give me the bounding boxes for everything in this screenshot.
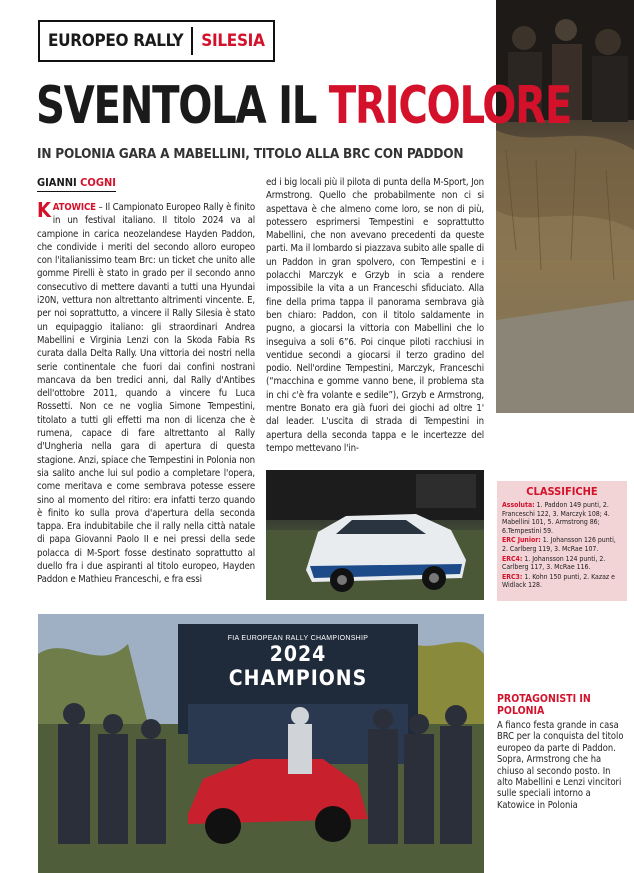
standings-row-text: 1. Johansson 126 punti, 2. Carlberg 119, 3. McRae 107. [502, 536, 616, 553]
byline [37, 176, 116, 192]
column-1-text: – Il Campionato Europeo Rally è finito in un festival italiano. Il titolo 2024 va al campione in carica neozelandese Hayden Paddon, che condivide i meriti del secondo alloro europeo con l'italianissimo team Brc: un ticket che unito alle gomme Pirelli è stato in grado per il secondo anno consecutivo di mettere davanti a tutti una Hyundai i20N, vettura non altrettanto altrimenti vincente. E, per noi soprattutto, a vincere il Rally Silesia è stato un equipaggio italiano: gli straordinari Andrea Mabellini e Virginia Lenzi con la Skoda Fabia Rs curata dalla Delta Rally. Una vittoria dei nostri nella serie continentale che fuori dai confini nostrani mancava da ben tredici anni, dal Rally d'Antibes dell'ottobre 2011, quando a vincere fu Luca Rossetti. Non ce ne voglia Simone Tempestini, titolato a tutti gli effetti ma non di licenza che è rumena, capace di fare altrettanto al Rally d'Ungheria nella gara di apertura di questa stagione. Anzi, spiace che Tempestini in Polonia non sia salito anche lui sul podio a completare l'opera, come meritava e come sembrava potesse essere sino al momento del ritiro: era infatti terzo quando è finito ko sulla prova d'apertura della seconda tappa. Era indubitabile che il rally nella città natale di papa Giovanni Paolo II e nei pressi della sede polacca di M-Sport fosse destinato soprattutto al duello fra i due aspiranti al titolo europeo, Hayden Paddon e Mathieu Franceschi, e fra essi [37, 202, 255, 586]
standings-row-text: 1. Johansson 124 punti, 2. Carlberg 117, 3. McRae 116. [502, 554, 606, 572]
author-last: COGNI [80, 176, 116, 189]
author-first: GIANNI [37, 176, 81, 189]
standings-row-label: Assoluta: [502, 501, 535, 509]
photo-armstrong-car [266, 470, 484, 600]
headline [36, 78, 571, 134]
dropcap: K [37, 198, 51, 222]
article-column-2: ed i big locali più il pilota di punta della M-Sport, Jon Armstrong. Quello che probabilmente non ci si aspettava è che almeno come loro, se non di più, potessero esprimersi Tempestini e soprattutto Mabellini, che non avevano precedenti da queste parti. Ma il lombardo si piazzava subito alle spalle di un Paddon in gran spolvero, con Tempestini e i polacchi Marczyk e Grzyb in scia a rendere impossibile la vita a un Franceschi sfiduciato. Alla fine della prima tappa il panorama sembrava già ben chiaro: Paddon, con il titolo saldamente in pugno, a giocarsi la vittoria con Mabellini che lo inseguiva a soli 6”6. Poi cinque piloti racchiusi in ventidue secondi a giocarsi il terzo gradino del podio. Nell'ordine Tempestini, Marczyk, Franceschi (“macchina e gomme vanno bene, il problema sta in chi c'è fra volante e sedile”), Grzyb e Armstrong, mentre Bonato era già fuori dei giochi ad oltre 1' dal leader. L'uscita di strada di Tempestini in apertura della seconda tappa e le incertezze del tempo mettevano l'in- [266, 177, 484, 454]
caption-text: A fianco festa grande in casa BRC per la conquista del titolo europeo da parte di Paddon. Sopra, Armstrong che ha chiuso al secondo posto. In alto Mabellini e Lenzi vincitori sulle speciali intorno a Katowice in Polonia [497, 720, 624, 811]
standings-row [502, 501, 622, 535]
standings-box [497, 481, 627, 601]
standings-row [502, 536, 622, 553]
banner-small-text: FIA EUROPEAN RALLY CHAMPIONSHIP [227, 635, 369, 642]
standings-title: CLASSIFICHE [526, 485, 598, 498]
photo-champions-podium [38, 614, 484, 873]
champions-banner [198, 632, 398, 690]
standings-row-text: 1. Kohn 150 punti, 2. Kazaz e Widlack 128. [502, 572, 615, 590]
standings-row-label: ERC4: [502, 554, 523, 563]
subheadline: IN POLONIA GARA A MABELLINI, TITOLO ALLA BRC CON PADDON [37, 146, 464, 162]
lead-word: ATOWICE [52, 202, 96, 213]
subsection-label: SILESIA [201, 31, 265, 51]
standings-row [502, 573, 622, 590]
photo-rally-stage [496, 0, 634, 413]
standings-row-label: ERC Junior: [502, 536, 541, 545]
banner-big-text: 2024 CHAMPIONS [228, 642, 368, 690]
caption-title: PROTAGONISTI IN POLONIA [497, 693, 591, 717]
section-label: EUROPEO RALLY [48, 31, 184, 51]
standings-row-label: ERC3: [502, 572, 523, 581]
headline-part1: SVENTOLA IL [36, 76, 329, 136]
article-column-1 [37, 198, 255, 587]
standings-row [502, 555, 622, 572]
section-tag [38, 20, 275, 62]
headline-part2: TRICOLORE [328, 76, 572, 136]
standings-row-text: 1. Paddon 149 punti, 2. Franceschi 122, 3. Marczyk 108; 4. Mabellini 101, 5. Armstrong 86; 6.Tempestini 59. [502, 501, 610, 535]
